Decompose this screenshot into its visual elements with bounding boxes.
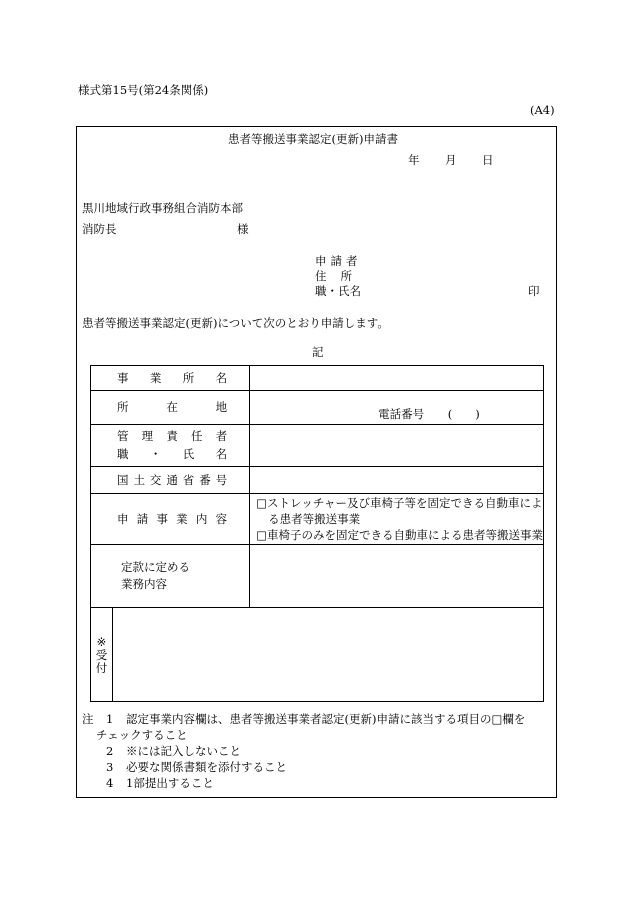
manager-line1-char: 理 [141,428,154,443]
manager-line2-char: ・ [149,446,162,461]
office-name-char: 業 [149,370,162,385]
reception-area [91,608,544,702]
manager-line1-char: 任 [190,428,203,443]
location-field[interactable] [250,391,544,425]
reception-char: ※ [96,635,107,649]
manager-line2-char: 氏 [182,446,195,461]
date-month: 月 [445,153,457,167]
phone-paren: ( ) [447,407,480,422]
office-name-char: 所 [182,370,195,385]
mlit-number-label [91,467,250,494]
application-content-char: 請 [136,511,149,526]
location-label [91,391,250,425]
application-content-char: 申 [117,511,129,526]
seal-mark: 印 [528,284,540,298]
phone-label: 電話番号 [378,407,425,422]
mlit-number-char: 省 [182,472,195,487]
note-4: 1部提出すること [126,776,214,790]
reception-label [95,636,108,676]
articles-field[interactable] [250,545,544,608]
note-1-line1: 認定事業内容欄は、患者等搬送事業者認定(更新)申請に該当する項目の□欄を [126,712,526,726]
manager-line1-char: 者 [215,428,228,443]
form-title: 患者等搬送事業認定(更新)申請書 [228,132,398,146]
location-char: 所 [117,400,129,415]
option2-checkbox[interactable]: □車椅子のみを固定できる自動車による患者等搬送事業 [256,528,543,543]
manager-line2 [117,446,227,464]
form-number: 様式第15号(第24条関係) [78,83,209,97]
mlit-number-char: 国 [117,472,129,487]
office-name-char: 事 [117,370,129,385]
date-year: 年 [408,153,420,167]
ki-heading: 記 [312,345,324,359]
option1-checkbox[interactable]: □ストレッチャー及び車椅子等を固定できる自動車によ [256,495,543,510]
office-name-text [91,371,249,386]
application-content-char: 事 [156,511,168,526]
mlit-number-char: 番 [199,472,211,487]
location-char: 地 [215,400,228,415]
paper-size: (A4) [530,103,555,117]
manager-line2-char: 名 [215,446,228,461]
office-name-label [91,366,250,391]
office-name-field[interactable] [250,366,544,391]
applicant-label: 申請者 [315,254,362,268]
address-label: 住所 [315,269,366,283]
manager-line1 [117,428,227,446]
application-content-char: 業 [176,511,188,526]
articles-label [91,545,250,608]
office-name-char: 名 [215,370,228,385]
location-char: 在 [166,400,178,415]
note-1-line2: チェックすること [96,728,188,742]
note-prefix: 注 [82,712,94,726]
manager-line2-char: 職 [117,446,129,461]
date-day: 日 [482,153,494,167]
note-4-number: 4 [106,776,114,790]
reception-label-cell [91,608,113,701]
name-label: 職・氏名 [315,284,361,298]
mlit-number-field[interactable] [250,467,544,494]
note-3-number: 3 [106,760,114,774]
addressee-honorific: 様 [237,222,249,236]
application-content-text [91,512,249,527]
application-content-label [91,494,250,545]
application-content-char: 内 [195,511,208,526]
reception-char: 受 [95,648,108,663]
mlit-number-char: 号 [215,472,228,487]
location-text [91,400,249,415]
application-content-field [250,494,544,545]
option1-continuation: る患者等搬送事業 [268,511,361,526]
mlit-number-char: 通 [166,472,178,487]
manager-line1-char: 管 [117,428,129,443]
manager-field[interactable] [250,425,544,467]
addressee-title: 消防長 [82,222,117,236]
note-1-number: 1 [106,712,114,726]
application-content-char: 容 [215,511,228,526]
application-statement: 患者等搬送事業認定(更新)について次のとおり申請します。 [82,316,389,330]
application-table [90,365,544,702]
mlit-number-char: 交 [149,472,162,487]
articles-line1: 定款に定める [121,560,190,575]
articles-line2: 業務内容 [121,577,167,591]
note-2: ※には記入しないこと [126,744,241,758]
manager-label [91,425,250,467]
mlit-number-text [91,473,249,488]
manager-line1-char: 責 [166,428,178,443]
mlit-number-char: 土 [133,472,145,487]
note-3: 必要な関係書類を添付すること [126,760,287,774]
note-2-number: 2 [106,744,114,758]
reception-char: 付 [95,661,108,676]
addressee-org: 黒川地域行政事務組合消防本部 [82,201,243,215]
